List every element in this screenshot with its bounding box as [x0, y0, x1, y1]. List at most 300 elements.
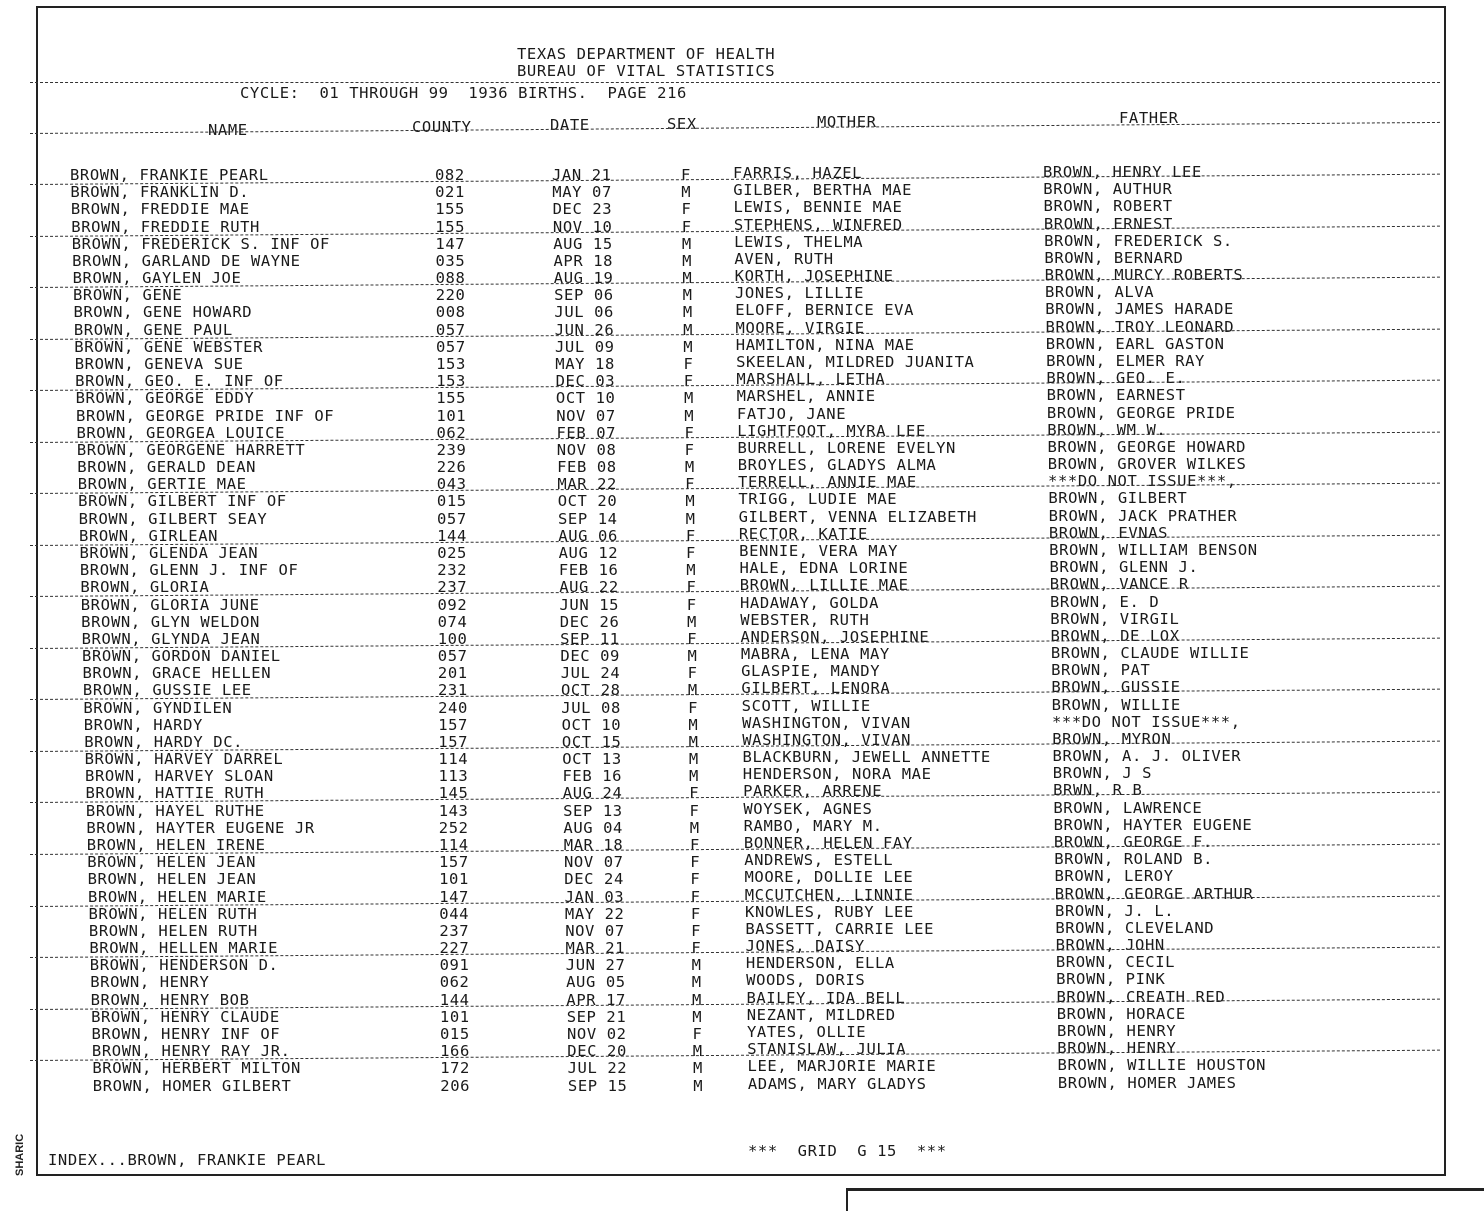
- record-sex: M: [692, 990, 702, 1009]
- record-mother: GILBER, BERTHA MAE: [733, 181, 913, 200]
- record-sex: F: [690, 870, 701, 889]
- record-mother: BROYLES, GLADYS ALMA: [737, 456, 937, 475]
- record-name: BROWN, FRANKIE PEARL: [70, 166, 269, 184]
- record-father: BROWN, LEROY: [1054, 867, 1174, 886]
- record-mother: NEZANT, MILDRED: [746, 1005, 896, 1024]
- record-county: 145: [438, 784, 469, 803]
- record-sex: F: [686, 543, 696, 562]
- record-name: BROWN, HELEN MARIE: [88, 887, 267, 906]
- record-father: BROWN, HOMER JAMES: [1057, 1073, 1237, 1092]
- record-name: BROWN, HELEN IRENE: [86, 836, 266, 855]
- column-header-mother: MOTHER: [817, 113, 877, 131]
- record-father: BRWN, R B: [1053, 781, 1143, 800]
- record-mother: HALE, EDNA LORINE: [739, 559, 909, 578]
- record-date: JAN 03: [564, 887, 625, 906]
- record-father: BROWN, A. J. OLIVER: [1052, 747, 1242, 766]
- record-county: 157: [439, 853, 469, 872]
- record-mother: MARSHEL, ANNIE: [736, 387, 876, 406]
- record-sex: M: [689, 818, 700, 837]
- record-mother: GILBERT, LENORA: [741, 679, 891, 698]
- record-date: OCT 28: [561, 681, 621, 700]
- record-date: OCT 15: [561, 732, 622, 751]
- record-county: 035: [435, 251, 466, 270]
- record-name: BROWN, HARVEY SLOAN: [85, 767, 274, 786]
- record-father: BROWN, CLAUDE WILLIE: [1050, 644, 1250, 663]
- record-sex: M: [682, 286, 693, 305]
- record-mother: WOODS, DORIS: [746, 971, 866, 990]
- record-date: MAR 18: [563, 836, 624, 855]
- record-name: BROWN, GLORIA JUNE: [80, 595, 260, 614]
- record-name: BROWN, GUSSIE LEE: [82, 681, 252, 700]
- record-mother: GLASPIE, MANDY: [741, 662, 881, 681]
- record-father: BROWN, CLEVELAND: [1055, 918, 1215, 937]
- record-mother: HENDERSON, ELLA: [745, 954, 895, 973]
- record-mother: YATES, OLLIE: [747, 1023, 867, 1041]
- record-mother: SKEELAN, MILDRED JUANITA: [736, 352, 975, 371]
- record-father: BROWN, GROVER WILKES: [1047, 455, 1247, 474]
- record-name: BROWN, HENRY: [90, 973, 210, 992]
- record-name: BROWN, GEORGEA LOUICE: [76, 423, 286, 442]
- record-mother: RAMBO, MARY M.: [743, 816, 883, 835]
- record-father: BROWN, GEO. E.: [1046, 369, 1186, 388]
- record-father: BROWN, HENRY: [1057, 1039, 1177, 1058]
- record-mother: KORTH, JOSEPHINE: [734, 267, 894, 286]
- record-mother: ADAMS, MARY GLADYS: [747, 1074, 927, 1093]
- record-county: 057: [437, 647, 468, 666]
- record-county: 206: [440, 1076, 471, 1095]
- record-name: BROWN, HENRY CLAUDE: [91, 1007, 280, 1026]
- record-mother: FATJO, JANE: [736, 404, 847, 423]
- record-date: MAY 22: [564, 904, 625, 923]
- record-name: BROWN, GENE PAUL: [73, 320, 233, 339]
- record-date: JUL 08: [561, 698, 621, 717]
- record-county: 114: [438, 750, 469, 769]
- record-sex: M: [692, 1059, 703, 1078]
- record-mother: LEWIS, BENNIE MAE: [733, 198, 903, 217]
- record-father: BROWN, WILLIE HOUSTON: [1057, 1056, 1267, 1075]
- record-county: 043: [436, 475, 467, 494]
- record-sex: M: [692, 1042, 703, 1061]
- record-sex: F: [681, 166, 691, 184]
- record-date: OCT 10: [555, 389, 616, 408]
- record-sex: M: [684, 406, 695, 425]
- record-date: SEP 06: [554, 286, 614, 305]
- record-date: AUG 12: [558, 543, 619, 562]
- record-county: 157: [438, 715, 468, 734]
- header-bureau: BUREAU OF VITAL STATISTICS: [517, 62, 776, 80]
- footer-index: INDEX...BROWN, FRANKIE PEARL: [48, 1151, 327, 1169]
- record-sex: F: [690, 853, 701, 872]
- record-name: BROWN, GENE WEBSTER: [74, 337, 264, 356]
- record-county: 231: [438, 681, 468, 700]
- record-date: JUL 06: [554, 303, 614, 322]
- record-mother: AVEN, RUTH: [734, 249, 834, 268]
- record-father: BROWN, CREATH RED: [1056, 987, 1226, 1006]
- record-name: BROWN, HARVEY DARREL: [84, 750, 284, 769]
- record-sex: M: [685, 492, 696, 511]
- column-header-father: FATHER: [1119, 109, 1179, 127]
- header-rule: [30, 82, 1440, 83]
- record-date: FEB 08: [557, 458, 617, 477]
- record-father: BROWN, PAT: [1051, 661, 1151, 680]
- header-org: TEXAS DEPARTMENT OF HEALTH: [517, 45, 776, 63]
- record-mother: STANISLAW, JULIA: [747, 1040, 907, 1059]
- record-mother: TRIGG, LUDIE MAE: [738, 490, 898, 509]
- record-sex: M: [681, 234, 692, 253]
- record-county: 157: [438, 732, 469, 751]
- record-county: 144: [439, 990, 470, 1009]
- record-date: JUN 15: [559, 595, 620, 614]
- record-sex: M: [683, 320, 693, 339]
- record-name: BROWN, HERBERT MILTON: [92, 1059, 301, 1078]
- record-mother: MOORE, DOLLIE LEE: [744, 868, 914, 887]
- record-father: BROWN, HAYTER EUGENE: [1053, 815, 1253, 834]
- record-mother: GILBERT, VENNA ELIZABETH: [738, 507, 977, 526]
- record-date: JAN 21: [552, 166, 612, 184]
- record-father: BROWN, ERNEST: [1043, 214, 1173, 233]
- record-sex: F: [690, 887, 701, 906]
- record-name: BROWN, GEORGENE HARRETT: [76, 440, 306, 459]
- record-sex: F: [681, 217, 692, 236]
- record-county: 252: [438, 818, 469, 837]
- record-mother: MABRA, LENA MAY: [740, 645, 890, 664]
- record-date: FEB 16: [558, 561, 619, 580]
- record-mother: WASHINGTON, VIVAN: [741, 713, 911, 732]
- record-sex: F: [688, 698, 699, 717]
- record-date: JUL 24: [560, 664, 621, 683]
- column-header-county: COUNTY: [412, 118, 472, 136]
- record-mother: JONES, DAISY: [745, 937, 865, 956]
- record-mother: ANDREWS, ESTELL: [744, 851, 894, 870]
- record-sex: M: [691, 956, 702, 975]
- record-name: BROWN, GENE: [73, 286, 183, 305]
- record-father: BROWN, HENRY: [1057, 1022, 1177, 1040]
- record-county: 172: [440, 1059, 470, 1078]
- record-date: AUG 05: [566, 973, 626, 992]
- record-date: AUG 24: [562, 784, 623, 803]
- record-sex: M: [684, 458, 695, 477]
- record-name: BROWN, HENRY INF OF: [91, 1025, 281, 1043]
- record-father: BROWN, FREDERICK S.: [1044, 231, 1233, 250]
- record-county: 155: [435, 200, 465, 219]
- record-father: BROWN, EARNEST: [1046, 386, 1186, 405]
- record-name: BROWN, GORDON DANIEL: [82, 647, 281, 666]
- record-father: BROWN, E. D: [1050, 592, 1160, 611]
- record-sex: F: [691, 939, 702, 958]
- record-sex: F: [684, 440, 695, 459]
- record-county: 114: [438, 836, 469, 855]
- record-name: BROWN, HENDERSON D.: [89, 956, 279, 975]
- record-sex: F: [685, 526, 696, 545]
- record-name: BROWN, GLORIA: [80, 578, 210, 597]
- record-name: BROWN, HENRY BOB: [90, 990, 250, 1009]
- record-county: 232: [437, 561, 468, 580]
- record-county: 025: [437, 543, 467, 562]
- header-cycle-line: CYCLE: 01 THROUGH 99 1936 BIRTHS. PAGE 216: [240, 84, 687, 102]
- record-date: DEC 24: [564, 870, 624, 889]
- record-county: 008: [435, 303, 466, 322]
- record-name: BROWN, HELEN RUTH: [88, 904, 258, 923]
- record-sex: M: [682, 251, 693, 270]
- record-sex: F: [686, 595, 697, 614]
- record-sex: M: [686, 561, 697, 580]
- record-father: BROWN, J. L.: [1055, 901, 1175, 920]
- record-father: BROWN, JAMES HARADE: [1045, 300, 1234, 319]
- record-name: BROWN, HENRY RAY JR.: [91, 1042, 291, 1061]
- record-mother: WEBSTER, RUTH: [740, 610, 870, 629]
- record-name: BROWN, GLENN J. INF OF: [79, 561, 299, 580]
- record-county: 091: [439, 956, 470, 975]
- record-mother: PARKER, ARRENE: [743, 782, 883, 801]
- record-sex: M: [688, 715, 699, 734]
- record-sex: M: [688, 750, 699, 769]
- record-county: 088: [435, 269, 466, 288]
- record-date: NOV 10: [552, 217, 613, 236]
- column-header-sex: SEX: [667, 115, 697, 133]
- record-county: 153: [436, 372, 466, 391]
- record-name: BROWN, GIRLEAN: [79, 526, 219, 545]
- record-father: BROWN, GEORGE ARTHUR: [1054, 884, 1254, 903]
- record-name: BROWN, FREDERICK S. INF OF: [71, 234, 330, 253]
- record-father: BROWN, ROLAND B.: [1054, 850, 1214, 869]
- record-mother: RECTOR, KATIE: [738, 524, 868, 543]
- record-date: MAY 07: [552, 183, 612, 202]
- record-sex: F: [689, 784, 700, 803]
- record-father: BROWN, EARL GASTON: [1045, 334, 1225, 353]
- record-father: ***DO NOT ISSUE***,: [1051, 712, 1241, 731]
- record-name: BROWN, GEORGE PRIDE INF OF: [76, 406, 335, 425]
- record-father: BROWN, BERNARD: [1044, 248, 1184, 267]
- record-county: 237: [437, 578, 468, 597]
- record-sex: M: [682, 303, 693, 322]
- record-name: BROWN, HAYTER EUGENE JR: [86, 818, 315, 837]
- record-name: BROWN, FREDDIE RUTH: [71, 217, 260, 236]
- record-mother: HENDERSON, NORA MAE: [742, 765, 932, 784]
- record-sex: F: [687, 664, 698, 683]
- record-county: 101: [436, 406, 467, 425]
- record-date: AUG 19: [553, 269, 614, 288]
- record-father: BROWN, ROBERT: [1043, 197, 1173, 216]
- record-county: 092: [437, 595, 468, 614]
- record-county: 015: [440, 1025, 470, 1043]
- record-county: 143: [438, 801, 469, 820]
- record-name: BROWN, HELLEN MARIE: [89, 939, 279, 958]
- record-date: SEP 21: [566, 1007, 627, 1026]
- record-name: BROWN, GENEVA SUE: [74, 354, 244, 373]
- record-sex: F: [684, 423, 695, 442]
- record-name: BROWN, GEO. E. INF OF: [75, 372, 284, 391]
- record-father: BROWN, VANCE R: [1049, 575, 1189, 594]
- record-county: 155: [435, 217, 466, 236]
- record-father: BROWN, PINK: [1056, 970, 1166, 989]
- record-county: 015: [436, 492, 467, 511]
- record-sex: M: [691, 973, 702, 992]
- record-date: JUN 27: [565, 956, 626, 975]
- record-mother: TERRELL, ANNIE MAE: [738, 473, 917, 492]
- record-sex: M: [683, 389, 694, 408]
- record-father: BROWN, HORACE: [1056, 1004, 1186, 1023]
- record-father: BROWN, JOHN: [1055, 936, 1165, 955]
- record-father: BROWN, GEORGE HOWARD: [1047, 437, 1247, 456]
- record-mother: BAILEY, IDA BELL: [746, 988, 906, 1007]
- record-father: BROWN, WILLIE: [1051, 695, 1181, 714]
- record-name: BROWN, GLYNDA JEAN: [81, 629, 261, 648]
- record-sex: M: [682, 269, 693, 288]
- record-date: NOV 02: [567, 1025, 627, 1043]
- record-county: 044: [439, 904, 470, 923]
- record-county: 227: [439, 939, 470, 958]
- record-sex: F: [689, 801, 700, 820]
- record-name: BROWN, GERALD DEAN: [77, 458, 257, 477]
- record-sex: M: [687, 681, 698, 700]
- record-mother: MARSHALL, LETHA: [736, 370, 886, 389]
- record-date: MAY 18: [555, 354, 615, 373]
- record-sex: F: [681, 200, 692, 219]
- record-mother: HADAWAY, GOLDA: [740, 593, 880, 612]
- record-sex: M: [686, 612, 697, 631]
- record-mother: WASHINGTON, VIVAN: [742, 730, 912, 749]
- record-sex: M: [685, 509, 696, 528]
- record-sex: F: [685, 475, 696, 494]
- record-county: 062: [436, 423, 467, 442]
- record-father: BROWN, CECIL: [1055, 953, 1176, 972]
- record-father: BROWN, J S: [1052, 764, 1153, 783]
- record-sex: M: [692, 1007, 703, 1026]
- record-date: SEP 14: [558, 509, 618, 528]
- record-mother: LEE, MARJORIE MARIE: [747, 1057, 937, 1076]
- record-sex: F: [689, 836, 700, 855]
- record-date: AUG 04: [563, 818, 623, 837]
- record-date: SEP 13: [563, 801, 623, 820]
- record-mother: BENNIE, VERA MAY: [739, 541, 899, 560]
- side-stamp: SHARIC: [14, 1133, 26, 1176]
- record-county: 062: [439, 973, 470, 992]
- record-sex: M: [688, 732, 699, 751]
- record-date: NOV 07: [565, 921, 625, 940]
- record-father: BROWN, AUTHUR: [1043, 180, 1173, 199]
- record-name: BROWN, FRANKLIN D.: [70, 183, 250, 202]
- footer-grid: *** GRID G 15 ***: [748, 1142, 947, 1160]
- record-date: DEC 09: [560, 647, 620, 666]
- record-father: BROWN, DE LOX: [1050, 626, 1180, 645]
- record-county: 144: [437, 526, 467, 545]
- record-father: BROWN, ALVA: [1044, 283, 1155, 302]
- record-father: BROWN, GUSSIE: [1051, 678, 1181, 697]
- record-name: BROWN, GRACE HELLEN: [82, 664, 272, 683]
- record-sex: F: [692, 1025, 703, 1043]
- record-father: BROWN, LAWRENCE: [1053, 798, 1203, 817]
- record-sex: F: [686, 578, 697, 597]
- record-father: BROWN, TROY LEONARD: [1045, 317, 1235, 336]
- record-sex: F: [683, 354, 694, 373]
- record-mother: LEWIS, THELMA: [734, 232, 864, 251]
- record-name: BROWN, FREDDIE MAE: [70, 200, 250, 219]
- record-father: BROWN, GLENN J.: [1049, 558, 1199, 577]
- record-date: JUL 22: [567, 1059, 628, 1078]
- record-county: 057: [436, 337, 466, 356]
- record-mother: ANDERSON, JOSEPHINE: [740, 627, 930, 646]
- record-date: MAR 22: [557, 475, 617, 494]
- record-county: 153: [436, 354, 466, 373]
- record-mother: JONES, LILLIE: [734, 284, 865, 303]
- record-name: BROWN, GERTIE MAE: [77, 475, 247, 494]
- record-county: 113: [438, 767, 469, 786]
- record-mother: KNOWLES, RUBY LEE: [745, 902, 914, 921]
- record-county: 147: [439, 887, 469, 906]
- record-date: FEB 07: [556, 423, 617, 442]
- record-father: BROWN, JACK PRATHER: [1048, 506, 1238, 525]
- record-mother: FARRIS, HAZEL: [733, 164, 863, 182]
- record-date: OCT 10: [561, 715, 622, 734]
- record-sex: F: [687, 629, 698, 648]
- record-name: BROWN, HARDY: [83, 715, 203, 734]
- record-sex: M: [689, 767, 699, 786]
- record-mother: BURRELL, LORENE EVELYN: [737, 438, 956, 457]
- record-mother: BLACKBURN, JEWELL ANNETTE: [742, 748, 991, 767]
- record-sex: M: [693, 1076, 704, 1095]
- record-county: 147: [435, 234, 466, 253]
- record-county: 057: [435, 320, 466, 339]
- record-father: BROWN, GEORGE F.: [1053, 833, 1213, 852]
- record-date: OCT 20: [557, 492, 618, 511]
- record-county: 100: [437, 629, 468, 648]
- record-sex: M: [683, 337, 694, 356]
- record-father: BROWN, VIRGIL: [1050, 609, 1180, 628]
- record-date: JUL 09: [555, 337, 615, 356]
- record-date: APR 18: [553, 251, 614, 270]
- record-father: BROWN, ELMER RAY: [1046, 351, 1205, 370]
- record-name: BROWN, HELEN JEAN: [87, 870, 257, 889]
- record-mother: SCOTT, WILLIE: [741, 696, 871, 715]
- record-date: AUG 15: [553, 234, 613, 253]
- record-name: BROWN, GEORGE EDDY: [75, 389, 255, 408]
- record-date: SEP 15: [567, 1076, 628, 1095]
- record-county: 226: [436, 458, 467, 477]
- record-date: NOV 07: [556, 406, 616, 425]
- record-date: MAR 21: [565, 939, 626, 958]
- record-name: BROWN, HATTIE RUTH: [85, 784, 265, 803]
- record-name: BROWN, HELEN JEAN: [87, 853, 257, 872]
- record-date: FEB 16: [562, 767, 623, 786]
- column-header-date: DATE: [550, 116, 590, 134]
- record-county: 237: [439, 921, 470, 940]
- record-father: BROWN, MYRON: [1052, 729, 1172, 748]
- record-sex: M: [687, 647, 698, 666]
- record-name: BROWN, GARLAND DE WAYNE: [72, 251, 301, 270]
- record-father: ***DO NOT ISSUE***,: [1048, 472, 1237, 491]
- record-name: BROWN, HELEN RUTH: [88, 921, 258, 940]
- record-date: JUN 26: [554, 320, 615, 339]
- record-date: DEC 26: [559, 612, 620, 631]
- record-sex: F: [690, 904, 701, 923]
- record-father: BROWN, MURCY ROBERTS: [1044, 266, 1244, 285]
- record-county: 166: [440, 1042, 470, 1061]
- record-father: BROWN, GEORGE PRIDE: [1046, 403, 1236, 422]
- record-name: BROWN, HARDY DC.: [84, 732, 244, 751]
- record-name: BROWN, GILBERT SEAY: [78, 509, 268, 528]
- record-county: 101: [439, 1007, 470, 1026]
- record-name: BROWN, GYNDILEN: [83, 698, 233, 717]
- record-date: NOV 08: [556, 440, 617, 459]
- record-date: SEP 11: [560, 629, 620, 648]
- record-date: OCT 13: [562, 750, 622, 769]
- record-father: BROWN, HENRY LEE: [1043, 163, 1202, 181]
- record-county: 082: [435, 166, 465, 184]
- record-county: 239: [436, 440, 467, 459]
- record-mother: STEPHENS, WINFRED: [733, 215, 903, 234]
- record-father: BROWN, EVNAS: [1048, 523, 1169, 542]
- record-name: BROWN, GILBERT INF OF: [78, 492, 287, 511]
